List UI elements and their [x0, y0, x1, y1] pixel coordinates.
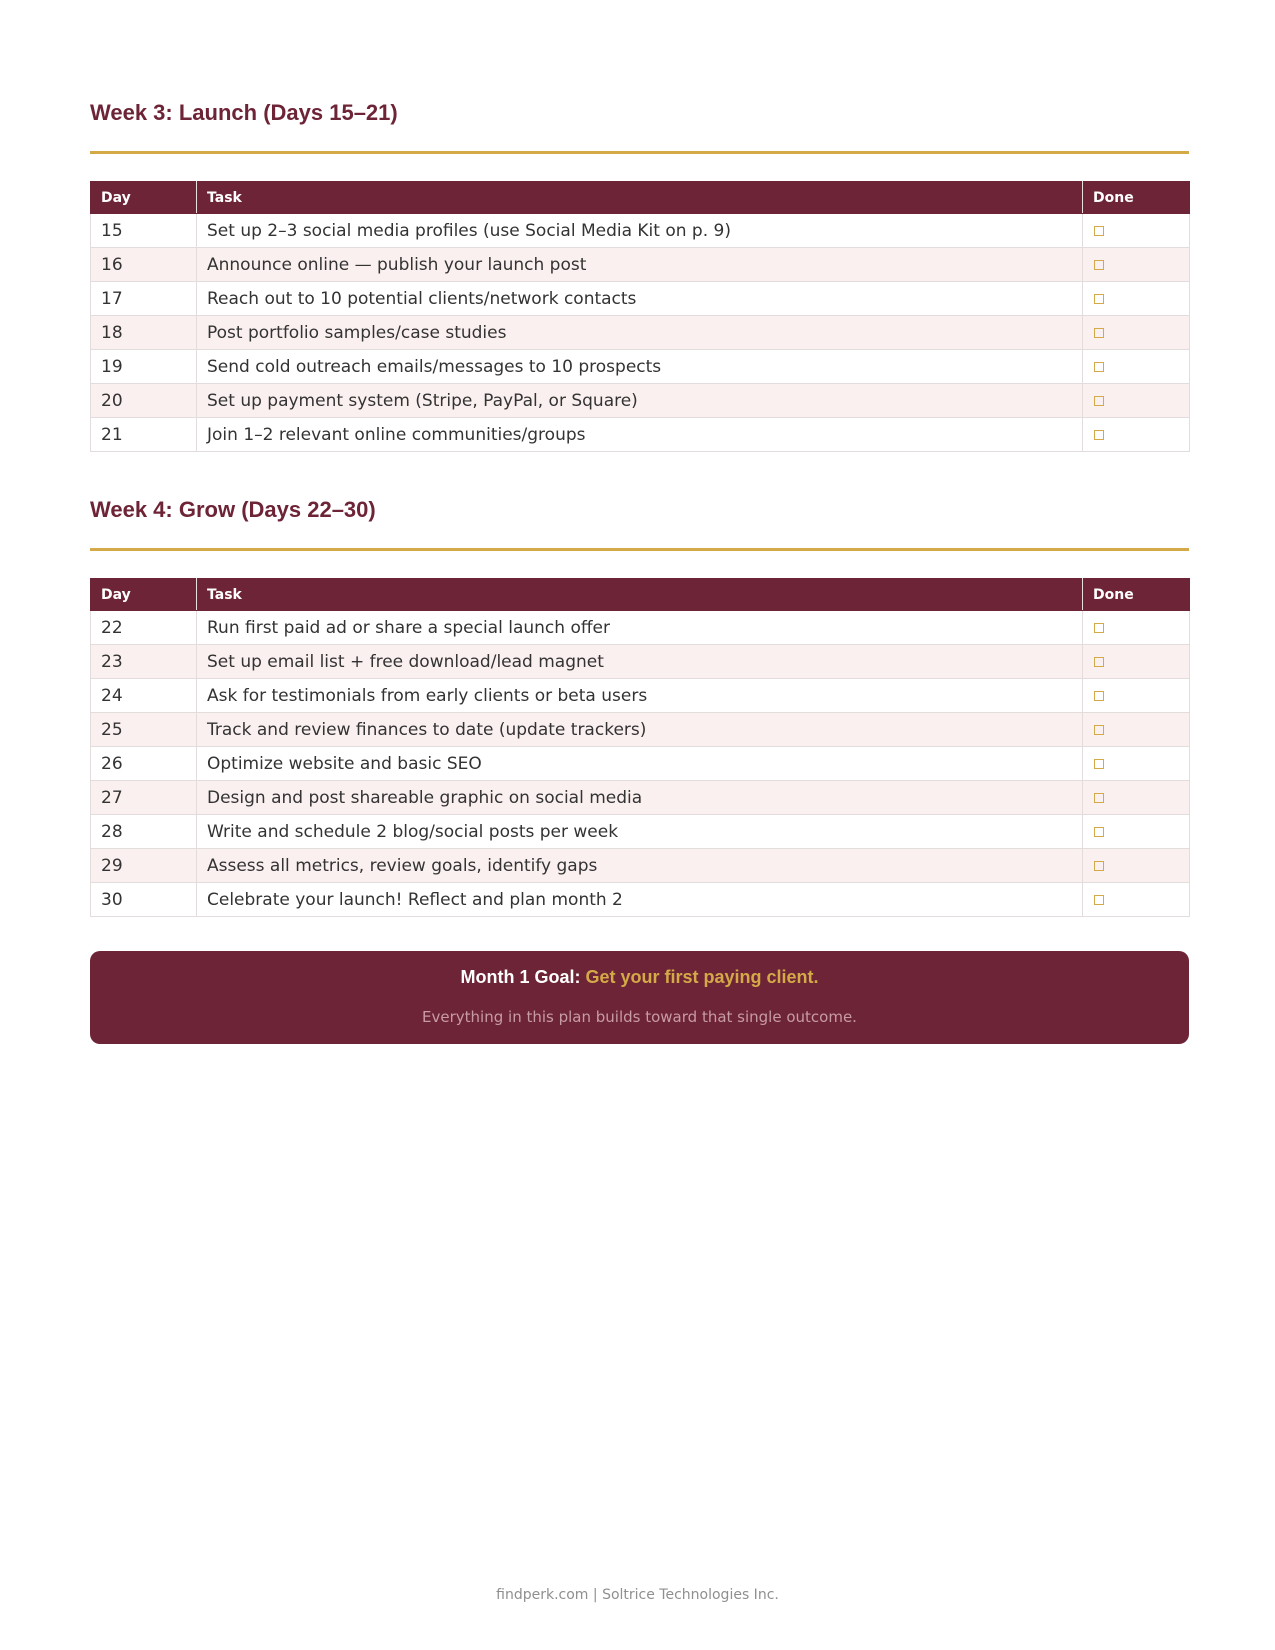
done-checkbox[interactable]	[1094, 430, 1104, 440]
day-cell: 27	[91, 781, 197, 815]
day-cell: 18	[91, 316, 197, 350]
header-done: Done	[1083, 579, 1190, 611]
task-cell: Write and schedule 2 blog/social posts per week	[197, 815, 1083, 849]
task-cell: Send cold outreach emails/messages to 10 prospects	[197, 350, 1083, 384]
done-checkbox[interactable]	[1094, 226, 1104, 236]
done-cell	[1083, 747, 1190, 781]
page-footer: findperk.com | Soltrice Technologies Inc.	[496, 1587, 779, 1603]
task-cell: Celebrate your launch! Reflect and plan month 2	[197, 883, 1083, 917]
done-checkbox[interactable]	[1094, 827, 1104, 837]
done-cell	[1083, 781, 1190, 815]
header-day: Day	[91, 579, 197, 611]
day-cell: 22	[91, 611, 197, 645]
done-cell	[1083, 418, 1190, 452]
table-row	[91, 815, 1190, 849]
day-cell: 28	[91, 815, 197, 849]
task-cell: Track and review finances to date (update trackers)	[197, 713, 1083, 747]
header-day: Day	[91, 182, 197, 214]
done-cell	[1083, 248, 1190, 282]
table-row	[91, 849, 1190, 883]
week4-title: Week 4: Grow (Days 22–30)	[90, 497, 376, 522]
done-checkbox[interactable]	[1094, 861, 1104, 871]
done-cell	[1083, 611, 1190, 645]
task-cell: Optimize website and basic SEO	[197, 747, 1083, 781]
goal-subtitle: Everything in this plan builds toward that single outcome.	[422, 1008, 857, 1026]
table-row	[91, 214, 1190, 248]
day-cell: 21	[91, 418, 197, 452]
table-row	[91, 747, 1190, 781]
table-header-row	[91, 579, 1190, 611]
goal-highlight: Get your first paying client.	[585, 967, 819, 987]
table-row	[91, 384, 1190, 418]
done-cell	[1083, 815, 1190, 849]
done-checkbox[interactable]	[1094, 691, 1104, 701]
task-cell: Announce online — publish your launch post	[197, 248, 1083, 282]
done-checkbox[interactable]	[1094, 623, 1104, 633]
done-cell	[1083, 883, 1190, 917]
header-task: Task	[197, 182, 1083, 214]
goal-label: Month 1 Goal:	[460, 967, 581, 987]
done-checkbox[interactable]	[1094, 895, 1104, 905]
day-cell: 23	[91, 645, 197, 679]
day-cell: 17	[91, 282, 197, 316]
done-cell	[1083, 214, 1190, 248]
done-checkbox[interactable]	[1094, 362, 1104, 372]
done-checkbox[interactable]	[1094, 759, 1104, 769]
task-cell: Set up payment system (Stripe, PayPal, or Square)	[197, 384, 1083, 418]
task-cell: Assess all metrics, review goals, identify gaps	[197, 849, 1083, 883]
done-cell	[1083, 849, 1190, 883]
table-row	[91, 781, 1190, 815]
table-header-row	[91, 182, 1190, 214]
table-row	[91, 611, 1190, 645]
task-cell: Set up 2–3 social media profiles (use Social Media Kit on p. 9)	[197, 214, 1083, 248]
table-row	[91, 350, 1190, 384]
header-task: Task	[197, 579, 1083, 611]
done-checkbox[interactable]	[1094, 396, 1104, 406]
task-cell: Set up email list + free download/lead magnet	[197, 645, 1083, 679]
table-row	[91, 713, 1190, 747]
week3-divider	[90, 151, 1189, 154]
day-cell: 30	[91, 883, 197, 917]
done-cell	[1083, 384, 1190, 418]
table-row	[91, 883, 1190, 917]
week4-divider	[90, 548, 1189, 551]
week3-title: Week 3: Launch (Days 15–21)	[90, 100, 398, 125]
table-row	[91, 282, 1190, 316]
day-cell: 26	[91, 747, 197, 781]
done-checkbox[interactable]	[1094, 657, 1104, 667]
done-checkbox[interactable]	[1094, 260, 1104, 270]
done-checkbox[interactable]	[1094, 328, 1104, 338]
done-checkbox[interactable]	[1094, 294, 1104, 304]
task-cell: Run first paid ad or share a special launch offer	[197, 611, 1083, 645]
done-cell	[1083, 350, 1190, 384]
table-row	[91, 316, 1190, 350]
table-row	[91, 248, 1190, 282]
task-cell: Design and post shareable graphic on social media	[197, 781, 1083, 815]
done-cell	[1083, 282, 1190, 316]
table-row	[91, 645, 1190, 679]
month-goal-banner	[90, 951, 1189, 1044]
week3-section	[90, 100, 1189, 126]
task-cell: Ask for testimonials from early clients or beta users	[197, 679, 1083, 713]
task-cell: Join 1–2 relevant online communities/groups	[197, 418, 1083, 452]
done-cell	[1083, 713, 1190, 747]
day-cell: 24	[91, 679, 197, 713]
day-cell: 15	[91, 214, 197, 248]
week4-table	[90, 578, 1190, 917]
header-done: Done	[1083, 182, 1190, 214]
day-cell: 16	[91, 248, 197, 282]
day-cell: 20	[91, 384, 197, 418]
day-cell: 25	[91, 713, 197, 747]
goal-line	[90, 967, 1189, 988]
task-cell: Reach out to 10 potential clients/network contacts	[197, 282, 1083, 316]
day-cell: 19	[91, 350, 197, 384]
day-cell: 29	[91, 849, 197, 883]
task-cell: Post portfolio samples/case studies	[197, 316, 1083, 350]
done-checkbox[interactable]	[1094, 725, 1104, 735]
done-cell	[1083, 679, 1190, 713]
week3-table	[90, 181, 1190, 452]
done-checkbox[interactable]	[1094, 793, 1104, 803]
week4-section	[90, 497, 1189, 523]
table-row	[91, 679, 1190, 713]
done-cell	[1083, 316, 1190, 350]
table-row	[91, 418, 1190, 452]
done-cell	[1083, 645, 1190, 679]
